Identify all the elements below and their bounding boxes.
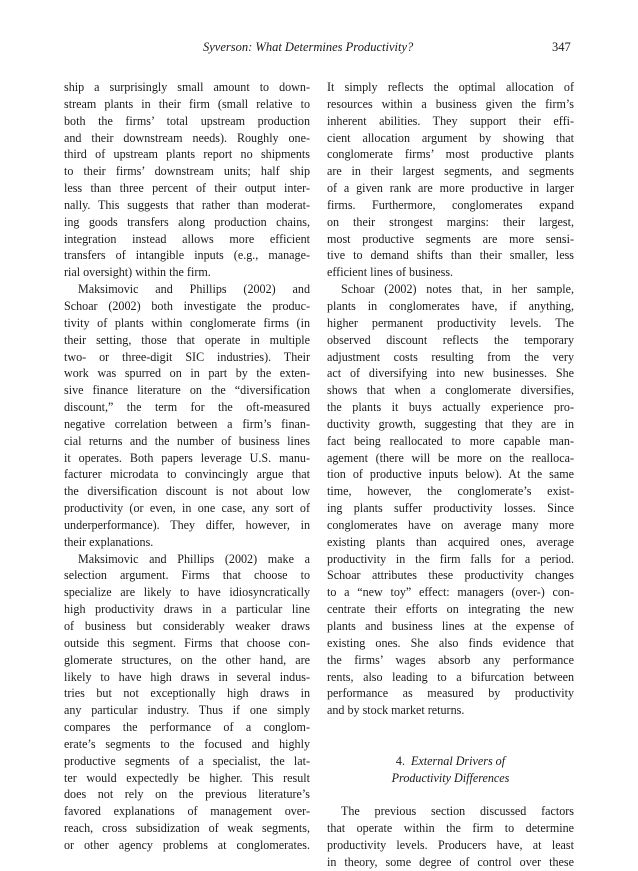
text-line: resources within a business given the firm’s bbox=[327, 96, 574, 111]
text-line: ing plants suffer productivity losses. Since bbox=[327, 501, 574, 516]
text-line: The previous section discussed factors bbox=[341, 804, 574, 819]
text-line: on their strongest margins: their largest, bbox=[327, 214, 574, 229]
text-line: ductivity growth, suggesting that they are in bbox=[327, 416, 574, 431]
text-line: plants in conglomerates have, if anything, bbox=[327, 298, 574, 313]
text-line: Maksimovic and Phillips (2002) make a bbox=[78, 551, 310, 566]
text-line: their explanations. bbox=[64, 534, 154, 549]
text-line: negative correlation between a firm’s finan- bbox=[64, 416, 310, 431]
text-line: reach, cross subsidization of weak segments, bbox=[64, 821, 310, 836]
section-spacer-before bbox=[327, 719, 574, 736]
text-line: existing plants than acquired ones, average bbox=[327, 534, 574, 549]
text-line: Maksimovic and Phillips (2002) and bbox=[78, 282, 310, 297]
text-line: Schoar attributes these productivity changes bbox=[327, 568, 574, 583]
text-line: compares the performance of a conglom- bbox=[64, 720, 310, 735]
text-line: two- or three-digit SIC industries). Their bbox=[64, 349, 310, 364]
text-line: underperformance). They differ, however, in bbox=[64, 517, 310, 532]
text-line: work was spurred on in part by the exten- bbox=[64, 366, 310, 381]
text-line: observed discount reflects the temporary bbox=[327, 332, 574, 347]
text-line: shows that when a conglomerate diversifies, bbox=[327, 383, 574, 398]
text-line: centrate their efforts on integrating the new bbox=[327, 602, 574, 617]
text-line: that operate within the firm to determine bbox=[327, 821, 574, 836]
text-line: specialize are likely to have idiosyncratically bbox=[64, 585, 310, 600]
running-head: Syverson: What Determines Productivity? bbox=[203, 40, 414, 54]
text-line: inherent abilities. They support their effi- bbox=[327, 113, 574, 128]
text-line: existing ones. She also finds evidence that bbox=[327, 635, 574, 650]
right-column-body-top bbox=[327, 79, 574, 719]
text-line: stream plants in their firm (small relative to bbox=[64, 96, 310, 111]
text-line: the diversification discount is not about low bbox=[64, 484, 310, 499]
text-line: cial returns and the number of business lines bbox=[64, 433, 310, 448]
text-line: productivity levels. Producers have, at least bbox=[327, 837, 574, 852]
text-line: to a “new toy” effect: managers (over-) con- bbox=[327, 585, 574, 600]
text-line: It simply reflects the optimal allocation of bbox=[327, 80, 574, 94]
text-line: it operates. Both papers leverage U.S. manu- bbox=[64, 450, 310, 465]
text-line: less than three percent of their output inter- bbox=[64, 181, 310, 196]
text-line: conglomerates have on average many more bbox=[327, 517, 574, 532]
text-line: sive finance literature on the “diversification bbox=[64, 383, 310, 398]
section-title-line-1: External Drivers of bbox=[411, 753, 506, 768]
text-line: integration instead allows more efficient bbox=[64, 231, 310, 246]
text-line: plants and business lines at the expense of bbox=[327, 619, 574, 633]
text-line: to their firms’ downstream units; half ship bbox=[64, 164, 310, 179]
text-line: any particular industry. Thus if one simply bbox=[64, 703, 310, 718]
right-column-body-bottom bbox=[327, 803, 574, 870]
text-line: productive segments of a specialist, the lat- bbox=[64, 753, 310, 768]
section-heading bbox=[327, 753, 574, 770]
text-line: of business but considerably weaker draws bbox=[64, 619, 310, 633]
text-line: nally. This suggests that rather than moderat- bbox=[64, 197, 310, 212]
text-line: does not rely on the previous literature’s bbox=[64, 787, 310, 802]
text-line: fact being reallocated to more capable man- bbox=[327, 433, 574, 448]
text-line: agement (there will be more on the realloca- bbox=[327, 450, 574, 465]
text-line: favored explanations of management over- bbox=[64, 804, 310, 819]
page-header bbox=[0, 40, 638, 56]
text-line: selection argument. Firms that choose to bbox=[64, 568, 310, 583]
section-spacer-after bbox=[327, 786, 574, 803]
section-heading-line-2 bbox=[327, 770, 574, 787]
text-line: time, however, the conglomerate’s exist- bbox=[327, 484, 574, 499]
text-line: in theory, some degree of control over these bbox=[327, 854, 574, 869]
text-line: Schoar (2002) both investigate the produc- bbox=[64, 298, 310, 313]
text-line: their setting, those that operate in multiple bbox=[64, 332, 310, 347]
text-line: rents, also leading to a bifurcation between bbox=[327, 669, 574, 684]
section-number: 4. bbox=[395, 753, 405, 768]
right-column bbox=[327, 79, 574, 871]
text-line: the plants it buys actually experience pro- bbox=[327, 400, 574, 415]
text-line: facturer microdata to convincingly argue that bbox=[64, 467, 310, 482]
text-line: firms. Furthermore, conglomerates expand bbox=[327, 197, 574, 212]
text-line: transfers of intangible inputs (e.g., manage- bbox=[64, 248, 310, 263]
text-line: most productive segments are more sensi- bbox=[327, 231, 574, 246]
section-spacer-before-2 bbox=[327, 736, 574, 753]
text-line: are in their largest segments, and segments bbox=[327, 164, 574, 179]
page-number: 347 bbox=[552, 40, 571, 54]
text-line: productivity (or even, in one case, any sort of bbox=[64, 501, 310, 516]
text-line: ship a surprisingly small amount to down- bbox=[64, 80, 310, 94]
text-line: tion of productive inputs below). At the same bbox=[327, 467, 574, 482]
section-title-line-2: Productivity Differences bbox=[391, 770, 510, 785]
text-line: high productivity draws in a particular line bbox=[64, 602, 310, 617]
text-line: ter would expectedly be higher. This result bbox=[64, 770, 310, 785]
text-line: erate’s segments to the focused and highly bbox=[64, 736, 310, 751]
text-line: tries but not exceptionally high draws in bbox=[64, 686, 310, 701]
text-line: adjustment costs resulting from the very bbox=[327, 349, 574, 364]
text-line: Schoar (2002) notes that, in her sample, bbox=[341, 282, 574, 297]
text-line: tivity of plants within conglomerate firms (in bbox=[64, 315, 310, 330]
text-line: of a given rank are more productive in larger bbox=[327, 181, 574, 196]
text-line: and by stock market returns. bbox=[327, 703, 465, 718]
text-line: rial oversight) within the firm. bbox=[64, 265, 211, 280]
text-line: third of upstream plants report no shipments bbox=[64, 147, 310, 162]
text-line: performance as measured by productivity bbox=[327, 686, 574, 701]
text-line: efficient lines of business. bbox=[327, 265, 454, 280]
text-line: both the firms’ total upstream production bbox=[64, 113, 310, 128]
text-line: act of diversifying into new businesses. She bbox=[327, 366, 574, 381]
text-line: higher permanent productivity levels. The bbox=[327, 315, 574, 330]
text-line: ing goods transfers along production chains, bbox=[64, 214, 310, 229]
text-line: glomerate structures, on the other hand, are bbox=[64, 652, 310, 667]
text-line: the firms’ wages absorb any performance bbox=[327, 652, 574, 667]
text-line: likely to have high draws in several indus- bbox=[64, 669, 310, 684]
text-line: outside this segment. Firms that choose con- bbox=[64, 635, 310, 650]
left-column bbox=[64, 79, 310, 854]
text-line: conglomerate firms’ most productive plants bbox=[327, 147, 574, 162]
text-line: discount,” the term for the oft-measured bbox=[64, 400, 310, 415]
text-line: and their downstream needs). Roughly one- bbox=[64, 130, 310, 145]
text-line: or other agency problems at conglomerates. bbox=[64, 837, 310, 852]
text-line: tive to demand shifts than their smaller, less bbox=[327, 248, 574, 263]
text-line: productivity in the firm falls for a period. bbox=[327, 551, 574, 566]
text-line: cient allocation argument by showing that bbox=[327, 130, 574, 145]
